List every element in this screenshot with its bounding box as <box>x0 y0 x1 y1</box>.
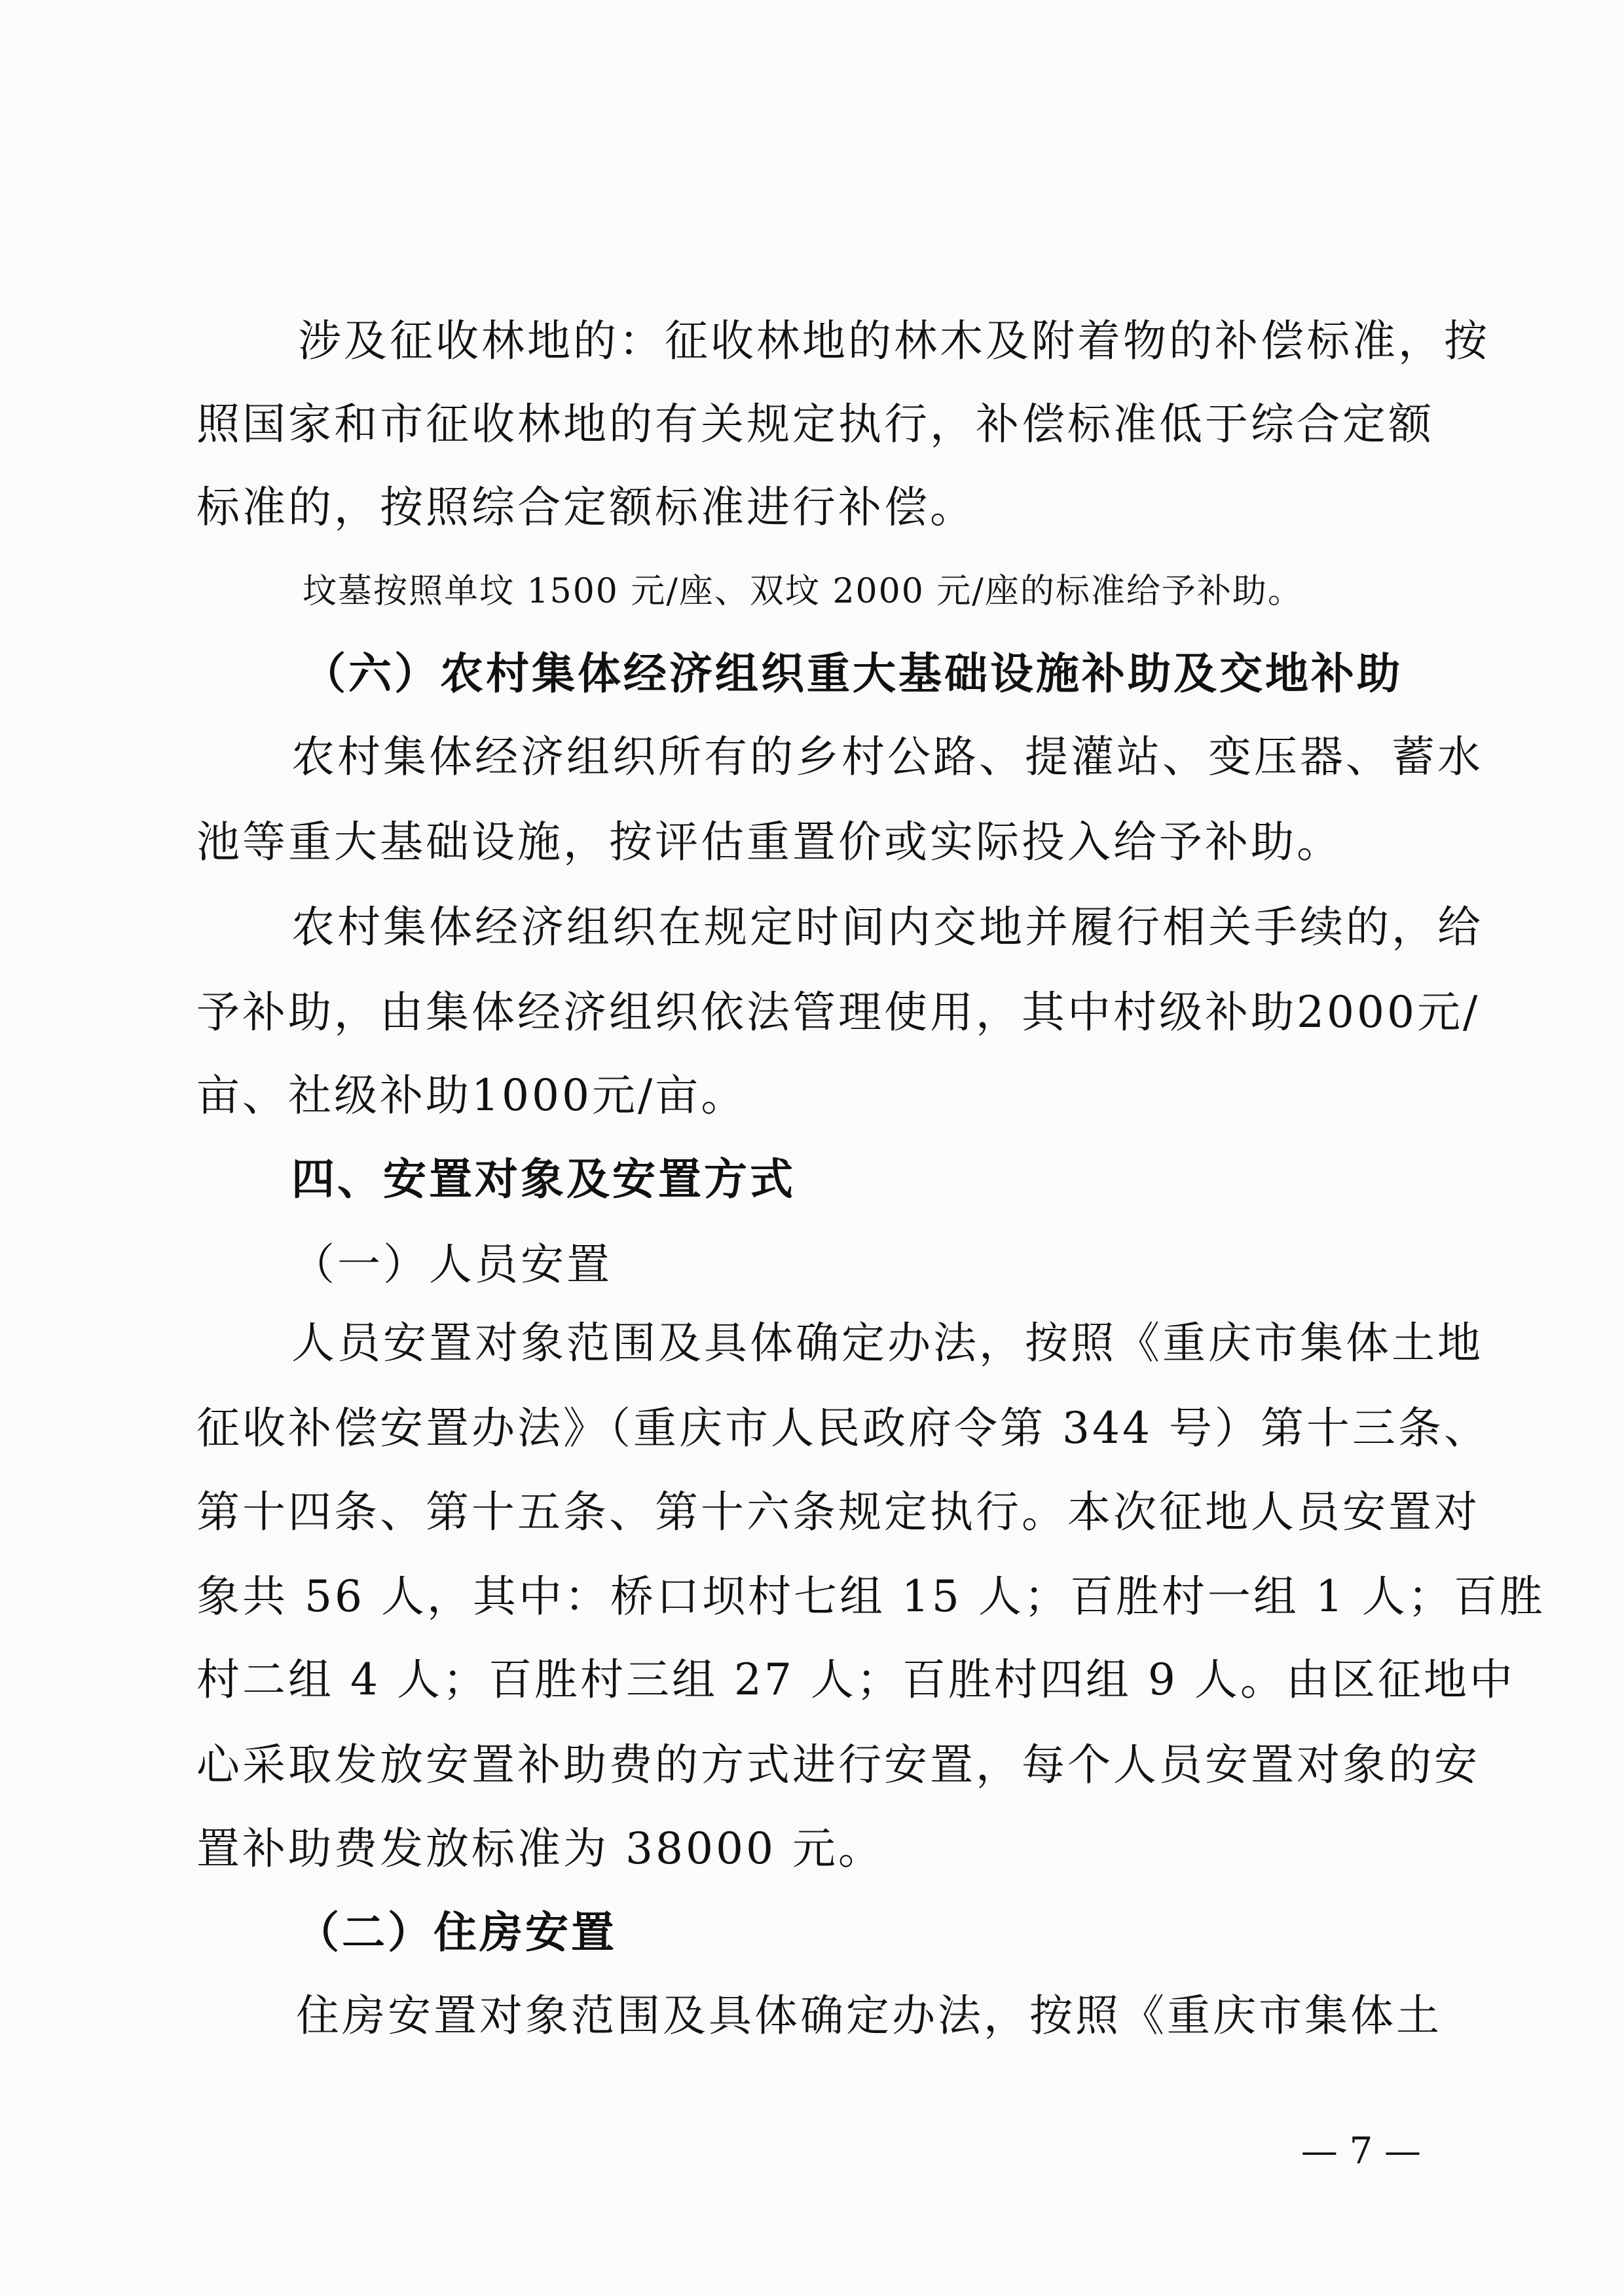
paragraph-line: 予补助，由集体经济组织依法管理使用，其中村级补助2000元/ <box>196 987 1481 1037</box>
paragraph-line: 坟墓按照单坟 1500 元/座、双坟 2000 元/座的标准给予补助。 <box>303 572 1303 611</box>
paragraph-line: 涉及征收林地的：征收林地的林木及附着物的补偿标准，按 <box>298 316 1490 366</box>
paragraph-line: 征收补偿安置办法》（重庆市人民政府令第 344 号）第十三条、 <box>196 1403 1490 1453</box>
paragraph-line: 池等重大基础设施，按评估重置价或实际投入给予补助。 <box>196 817 1342 867</box>
page-number: — 7 — <box>1301 2130 1421 2173</box>
paragraph-line: 人员安置对象范围及具体确定办法，按照《重庆市集体土地 <box>291 1318 1483 1368</box>
paragraph-line: 亩、社级补助1000元/亩。 <box>196 1070 747 1121</box>
paragraph-line: 象共 56 人，其中：桥口坝村七组 15 人；百胜村一组 1 人；百胜 <box>196 1571 1545 1622</box>
paragraph-line: 心采取发放安置补助费的方式进行安置，每个人员安置对象的安 <box>196 1740 1480 1790</box>
paragraph-line: 农村集体经济组织所有的乡村公路、提灌站、变压器、蓄水 <box>291 732 1483 782</box>
paragraph-line: 照国家和市征收林地的有关规定执行，补偿标准低于综合定额 <box>196 399 1434 449</box>
paragraph-line: 标准的，按照综合定额标准进行补偿。 <box>196 482 976 532</box>
section-heading: （二）住房安置 <box>296 1907 617 1958</box>
chapter-heading: 四、安置对象及安置方式 <box>291 1154 796 1204</box>
section-heading: （一）人员安置 <box>291 1239 612 1290</box>
section-heading: （六）农村集体经济组织重大基础设施补助及交地补助 <box>303 648 1403 699</box>
paragraph-line: 农村集体经济组织在规定时间内交地并履行相关手续的，给 <box>291 902 1483 952</box>
paragraph-line: 第十四条、第十五条、第十六条规定执行。本次征地人员安置对 <box>196 1487 1480 1537</box>
paragraph-line: 住房安置对象范围及具体确定办法，按照《重庆市集体土 <box>296 1990 1442 2041</box>
paragraph-line: 村二组 4 人；百胜村三组 27 人；百胜村四组 9 人。由区征地中 <box>196 1654 1515 1705</box>
paragraph-line: 置补助费发放标准为 38000 元。 <box>196 1823 884 1874</box>
